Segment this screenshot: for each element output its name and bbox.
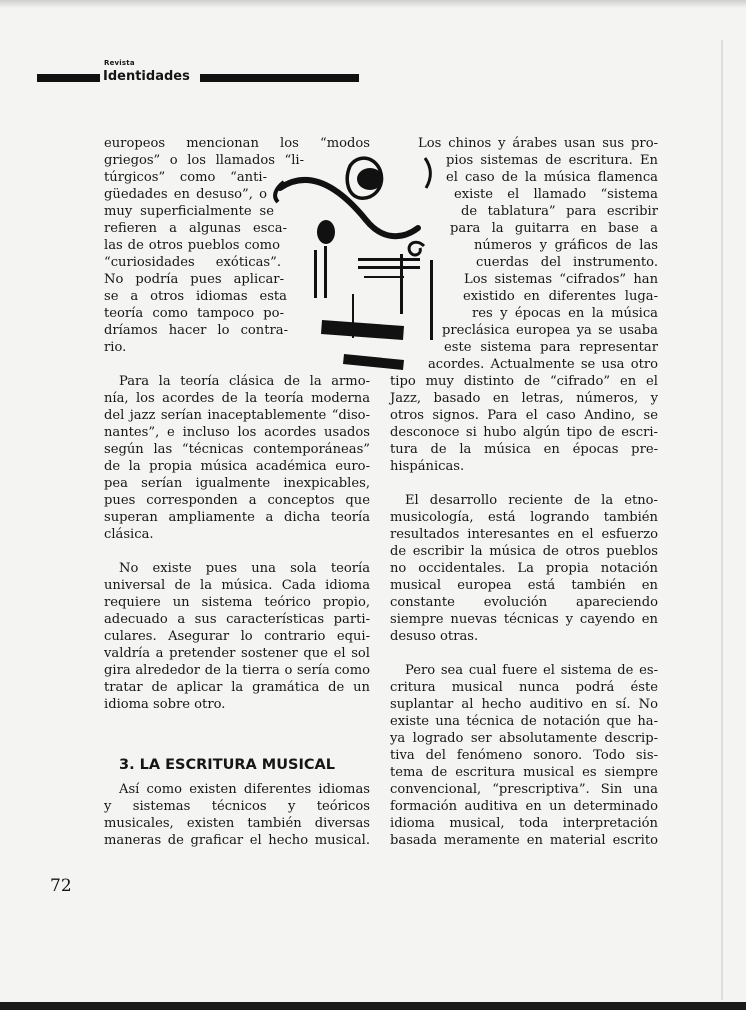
text-line: culares. Asegurar lo contrario equi- bbox=[104, 629, 370, 644]
header-title: Identidades bbox=[103, 69, 190, 84]
text-line: siempre nuevas técnicas y cayendo en bbox=[390, 612, 658, 627]
text-line: acordes. Actualmente se usa otro bbox=[428, 357, 658, 372]
text-line: nía, los acordes de la teoría moderna bbox=[104, 391, 370, 406]
text-line: critura musical nunca podrá éste bbox=[390, 680, 658, 695]
text-line: valdría a pretender sostener que el sol bbox=[104, 646, 370, 661]
text-line: No podría pues aplicar- bbox=[104, 272, 284, 287]
text-line: muy superficialmente se bbox=[104, 204, 274, 219]
page-top-shadow bbox=[0, 0, 746, 8]
text-line: formación auditiva en un determinado bbox=[390, 799, 658, 814]
text-line: res y épocas en la música bbox=[472, 306, 658, 321]
text-line: existe una técnica de notación que ha- bbox=[390, 714, 658, 729]
text-line: El desarrollo reciente de la etno- bbox=[405, 493, 658, 508]
text-line: refieren a algunas esca- bbox=[104, 221, 287, 236]
text-line: tipo muy distinto de “cifrado” en el bbox=[390, 374, 658, 389]
text-line: y sistemas técnicos y teóricos bbox=[104, 799, 370, 814]
text-line: para la guitarra en base a bbox=[450, 221, 658, 236]
text-line: Para la teoría clásica de la armo- bbox=[119, 374, 370, 389]
text-line: tiva del fenómeno sonoro. Todo sis- bbox=[390, 748, 658, 763]
text-line: convencional, “prescriptiva”. Sin una bbox=[390, 782, 658, 797]
text-line: se a otros idiomas esta bbox=[104, 289, 287, 304]
paragraph-gap bbox=[390, 475, 658, 492]
paragraph-gap bbox=[390, 645, 658, 662]
header-kicker: Revista bbox=[104, 59, 135, 67]
text-line: cuerdas del instrumento. bbox=[476, 255, 658, 270]
text-line: idioma sobre otro. bbox=[104, 697, 226, 712]
text-line: de la propia música académica euro- bbox=[104, 459, 370, 474]
text-line: “curiosidades exóticas”. bbox=[104, 255, 281, 270]
header-bar-right bbox=[200, 74, 359, 82]
text-line: pios sistemas de escritura. En bbox=[446, 153, 658, 168]
music-notation-illustration bbox=[270, 148, 450, 388]
text-line: adecuado a sus características parti- bbox=[104, 612, 370, 627]
text-line: clásica. bbox=[104, 527, 154, 542]
text-line: pea serían igualmente inexpicables, bbox=[104, 476, 370, 491]
header-bar-left bbox=[37, 74, 100, 82]
text-line: existe el llamado “sistema bbox=[454, 187, 658, 202]
text-line: ya logrado ser absolutamente descrip- bbox=[390, 731, 658, 746]
text-line: nantes”, e incluso los acordes usados bbox=[104, 425, 370, 440]
text-line: superan ampliamente a dicha teoría bbox=[104, 510, 370, 525]
text-line: de tablatura” para escribir bbox=[461, 204, 658, 219]
text-line: rio. bbox=[104, 340, 127, 355]
text-line: universal de la música. Cada idioma bbox=[104, 578, 370, 593]
text-line: resultados interesantes en el esfuerzo bbox=[390, 527, 658, 542]
text-line: del jazz serían inaceptablemente “diso- bbox=[104, 408, 370, 423]
text-line: túrgicos” como “anti- bbox=[104, 170, 267, 185]
text-line: desconoce si hubo algún tipo de escri- bbox=[390, 425, 658, 440]
text-line: las de otros pueblos como bbox=[104, 238, 280, 253]
text-line: números y gráficos de las bbox=[474, 238, 658, 253]
text-line: Los chinos y árabes usan sus pro- bbox=[418, 136, 658, 151]
text-line: idioma musical, toda interpretación bbox=[390, 816, 658, 831]
text-line: este sistema para representar bbox=[444, 340, 658, 355]
text-line: güedades en desuso”, o bbox=[104, 187, 267, 202]
text-line: europeos mencionan los “modos bbox=[104, 136, 370, 151]
page-fold-line bbox=[721, 40, 723, 1000]
paragraph-gap bbox=[104, 543, 370, 560]
text-line: musical europea está también en bbox=[390, 578, 658, 593]
page-number: 72 bbox=[50, 876, 72, 896]
text-line: de escribir la música de otros pueblos bbox=[390, 544, 658, 559]
text-line: Pero sea cual fuere el sistema de es- bbox=[405, 663, 658, 678]
paragraph-gap bbox=[104, 713, 370, 730]
text-line: dríamos hacer lo contra- bbox=[104, 323, 288, 338]
text-line: No existe pues una sola teoría bbox=[119, 561, 370, 576]
text-line: existido en diferentes luga- bbox=[463, 289, 658, 304]
text-line: musicales, existen también diversas bbox=[104, 816, 370, 831]
text-line: hispánicas. bbox=[390, 459, 465, 474]
text-line: requiere un sistema teórico propio, bbox=[104, 595, 370, 610]
text-line: tura de la música en épocas pre- bbox=[390, 442, 658, 457]
text-line: constante evolución apareciendo bbox=[390, 595, 658, 610]
text-line: el caso de la música flamenca bbox=[446, 170, 658, 185]
text-line: Así como existen diferentes idiomas bbox=[119, 782, 370, 797]
text-line: según las “técnicas contemporáneas” bbox=[104, 442, 370, 457]
text-line: Los sistemas “cifrados” han bbox=[464, 272, 658, 287]
text-line: tratar de aplicar la gramática de un bbox=[104, 680, 370, 695]
text-line: suplantar al hecho auditivo en sí. No bbox=[390, 697, 658, 712]
text-line: maneras de graficar el hecho musical. bbox=[104, 833, 370, 848]
text-line: Jazz, basado en letras, números, y bbox=[390, 391, 658, 406]
text-line: preclásica europea ya se usaba bbox=[442, 323, 658, 338]
scan-bottom-edge bbox=[0, 1002, 746, 1010]
text-line: desuso otras. bbox=[390, 629, 479, 644]
text-line: basada meramente en material escrito bbox=[390, 833, 658, 848]
paragraph-gap bbox=[104, 730, 370, 747]
text-line: musicología, está logrando también bbox=[390, 510, 658, 525]
text-line: gira alrededor de la tierra o sería como bbox=[104, 663, 370, 678]
text-line: otros signos. Para el caso Andino, se bbox=[390, 408, 658, 423]
text-line: pues corresponden a conceptos que bbox=[104, 493, 370, 508]
text-line: teoría como tampoco po- bbox=[104, 306, 284, 321]
text-line: no occidentales. La propia notación bbox=[390, 561, 658, 576]
text-line: griegos” o los llamados “li- bbox=[104, 153, 304, 168]
text-line: tema de escritura musical es siempre bbox=[390, 765, 658, 780]
section-heading: 3. LA ESCRITURA MUSICAL bbox=[119, 757, 335, 773]
